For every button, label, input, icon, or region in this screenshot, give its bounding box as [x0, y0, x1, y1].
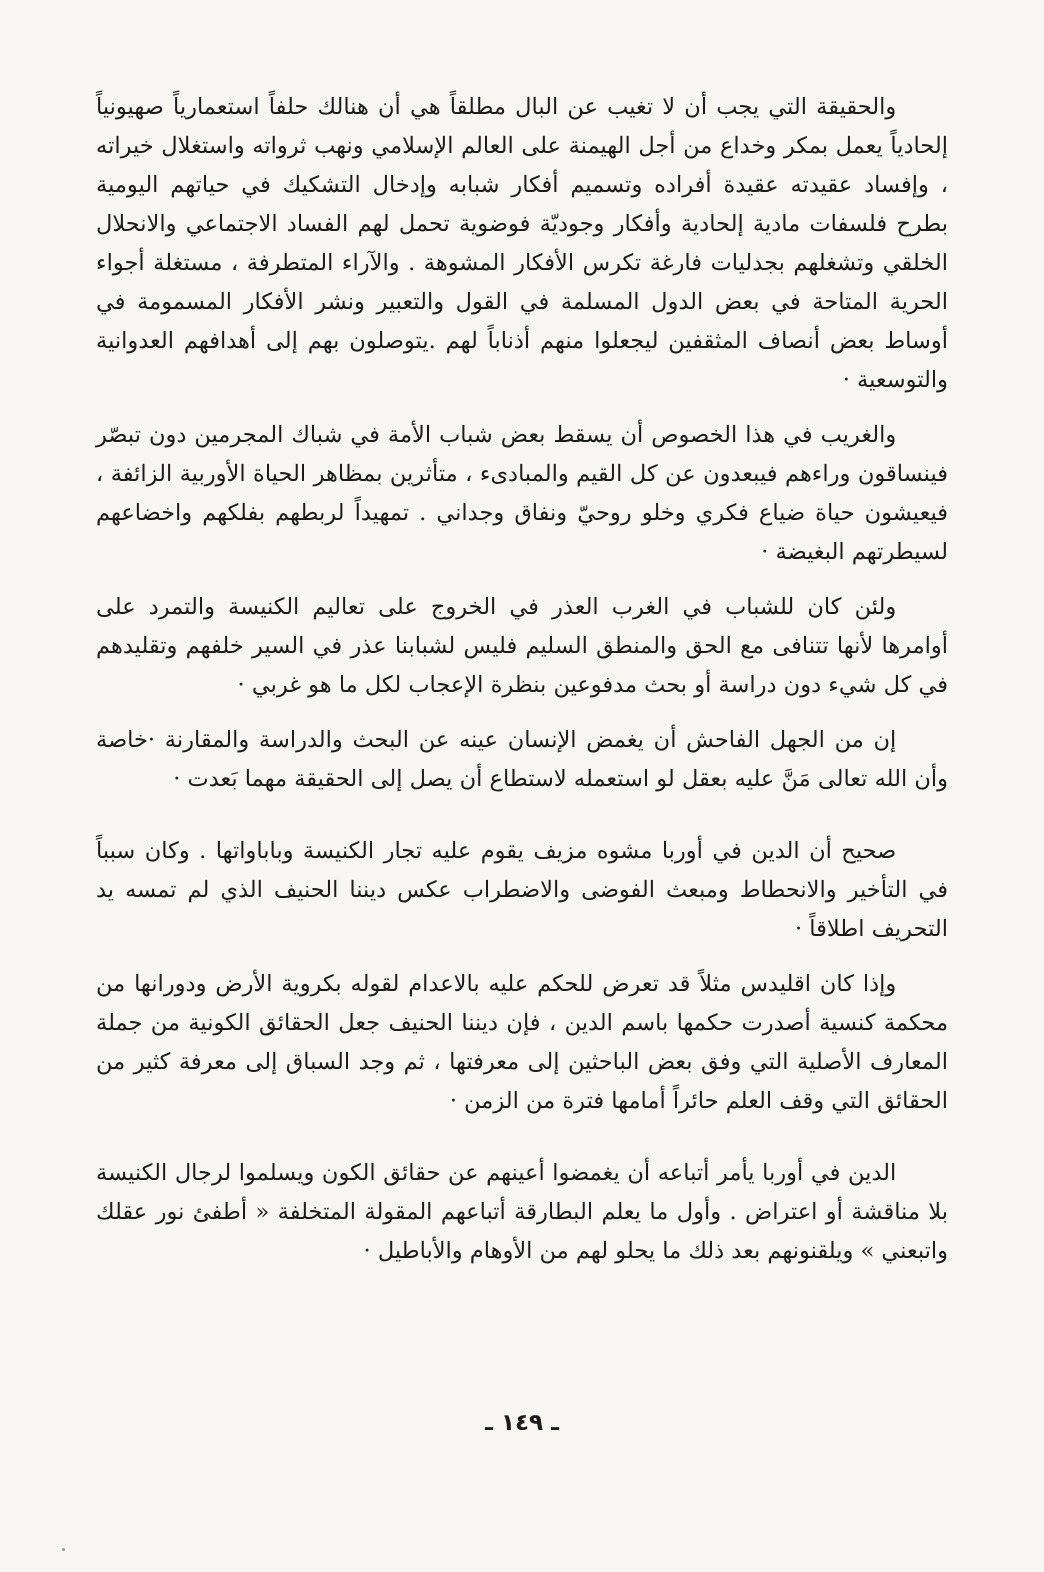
page-number: ـ ١٤٩ ـ: [485, 1410, 559, 1436]
paragraph-6: وإذا كان اقليدس مثلاً قد تعرض للحكم عليه بالاعدام لقوله بكروية الأرض ودورانها من محكمة كنسية أصدرت حكمها باسم الدين ، فإن ديننا الحنيف جعل الحقائق الكونية من جملة المعارف الأصلية التي وفق بعض الباحثين إلى معرفتها ، ثم وجد السباق إلى معرفة كثير من الحقائق التي وقف العلم حائراً أمامها فترة من الزمن ·: [96, 971, 948, 1114]
paragraph-7: الدين في أوربا يأمر أتباعه أن يغمضوا أعينهم عن حقائق الكون ويسلموا لرجال الكنيسة بلا مناقشة أو اعتراض . وأول ما يعلم البطارقة أتباعهم المقولة المتخلفة « أطفئ نور عقلك واتبعني » ويلقنونهم بعد ذلك ما يحلو لهم من الأوهام والأباطيل ·: [96, 1160, 948, 1264]
paragraph-4: إن من الجهل الفاحش أن يغمض الإنسان عينه عن البحث والدراسة والمقارنة ·خاصة وأن الله تعالى مَنَّ عليه بعقل لو استعمله لاستطاع أن يصل إلى الحقيقة مهما بَعدت ·: [96, 727, 948, 792]
paragraph-1: والحقيقة التي يجب أن لا تغيب عن البال مطلقاً هي أن هنالك حلفاً استعمارياً صهيونياً إلحادياً يعمل بمكر وخداع من أجل الهيمنة على العالم الإسلامي ونهب ثرواته واستغلال خيراته ، وإفساد عقيدته عقيدة أفراده وتسميم أفكار شبابه وإدخال التشكيك في حياتهم اليومية بطرح فلسفات مادية إلحادية وأفكار وجوديّة فوضوية تحمل لهم الفساد الاجتماعي والانحلال الخلقي وتشغلهم بجدليات فارغة تكرس الأفكار المشوهة . والآراء المتطرفة ، مستغلة أجواء الحرية المتاحة في بعض الدول المسلمة في القول والتعبير ونشر الأفكار المسمومة في أوساط بعض أنصاف المثقفين ليجعلوا منهم أذناباً لهم .يتوصلون بهم إلى أهدافهم العدوانية والتوسعية ·: [96, 94, 948, 393]
paragraph-5: صحيح أن الدين في أوربا مشوه مزيف يقوم عليه تجار الكنيسة وباباواتها . وكان سبباً في التأخير والانحطاط ومبعث الفوضى والاضطراب عكس ديننا الحنيف الذي لم تمسه يد التحريف اطلاقاً ·: [96, 838, 948, 942]
scan-dot: [62, 1548, 65, 1551]
body-text: [96, 88, 948, 1271]
paragraph-3: ولئن كان للشباب في الغرب العذر في الخروج على تعاليم الكنيسة والتمرد على أوامرها لأنها تتنافى مع الحق والمنطق السليم فليس لشبابنا عذر في السير خلفهم وتقليدهم في كل شيء دون دراسة أو بحث مدفوعين بنظرة الإعجاب لكل ما هو غربي ·: [96, 594, 948, 698]
paragraph-2: والغريب في هذا الخصوص أن يسقط بعض شباب الأمة في شباك المجرمين دون تبصّر فينساقون وراءهم فيبعدون عن كل القيم والمبادىء ، متأثرين بمظاهر الحياة الأوربية الزائفة ، فيعيشون حياة ضياع فكري وخلو روحيّ ونفاق وجداني . تمهيداً لربطهم بفلكهم واخضاعهم لسيطرتهم البغيضة ·: [96, 422, 948, 565]
